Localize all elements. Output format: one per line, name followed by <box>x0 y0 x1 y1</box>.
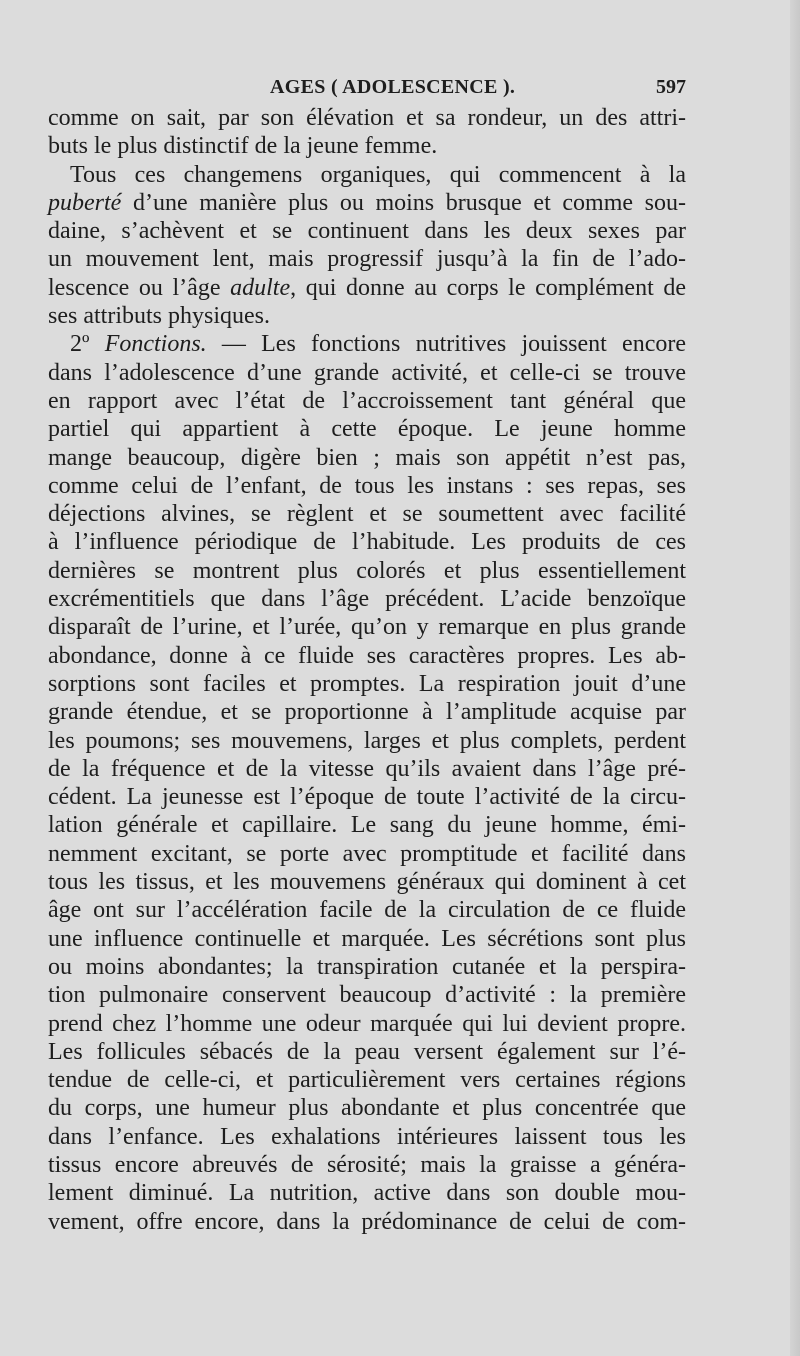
text-line <box>48 642 686 670</box>
text-run: déjections alvines, se règlent et se soumettent avec facilité <box>48 501 686 528</box>
text-run: excrémentitiels que dans l’âge précédent. L’acide benzoïque <box>48 586 686 613</box>
text-run: grande étendue, et se proportionne à l’amplitude acquise par <box>48 699 686 726</box>
text-line <box>48 1151 686 1179</box>
text-line <box>48 1010 686 1038</box>
text-run: , qui donne au corps le complément de <box>290 274 687 301</box>
text-run: en rapport avec l’état de l’accroissement tant général que <box>48 387 686 414</box>
text-run: nemment excitant, se porte avec promptitude et facilité dans <box>48 840 686 867</box>
text-run: dans l’enfance. Les exhalations intérieures laissent tous les <box>48 1123 686 1150</box>
text-run: ou moins abondantes; la transpiration cutanée et la perspira- <box>48 953 686 980</box>
text-line <box>48 1094 686 1122</box>
text-run: disparaît de l’urine, et l’urée, qu’on y remarque en plus grande <box>48 614 686 641</box>
text-run: abondance, donne à ce fluide ses caractères propres. Les ab- <box>48 642 686 669</box>
text-line <box>48 698 686 726</box>
text-line <box>48 1123 686 1151</box>
text-line <box>48 811 686 839</box>
text-run: à l’influence périodique de l’habitude. Les produits de ces <box>48 529 686 556</box>
text-run: tous les tissus, et les mouvemens généraux qui dominent à cet <box>48 869 686 896</box>
text-line <box>48 585 686 613</box>
italic-text: adulte <box>230 274 291 301</box>
running-head <box>48 72 686 102</box>
text-line <box>48 896 686 924</box>
text-run: dernières se montrent plus colorés et plus essentiellement <box>48 557 686 584</box>
text-run: prend chez l’homme une odeur marquée qui lui devient propre. <box>48 1010 686 1037</box>
text-line <box>48 104 686 132</box>
text-line <box>48 953 686 981</box>
text-run: tendue de celle-ci, et particulièrement vers certaines régions <box>48 1067 686 1094</box>
text-line <box>48 161 686 189</box>
text-line <box>48 245 686 273</box>
body-text <box>48 104 686 1236</box>
text-run: tissus encore abreuvés de sérosité; mais la graisse a généra- <box>48 1151 686 1178</box>
text-run: tion pulmonaire conservent beaucoup d’activité : la première <box>48 982 686 1009</box>
text-line <box>48 557 686 585</box>
text-run: une influence continuelle et marquée. Les sécrétions sont plus <box>48 925 686 952</box>
text-line <box>48 472 686 500</box>
page-number: 597 <box>656 76 686 98</box>
italic-text: puberté <box>48 189 122 216</box>
text-run: lescence ou l’âge <box>48 274 231 301</box>
text-run: les poumons; ses mouvemens, larges et plus complets, perdent <box>48 727 686 754</box>
text-line <box>48 1066 686 1094</box>
text-line <box>48 330 686 358</box>
text-run: cédent. La jeunesse est l’époque de toute l’activité de la circu- <box>48 784 686 811</box>
page-edge <box>790 0 800 1356</box>
text-run: comme celui de l’enfant, de tous les instans : ses repas, ses <box>48 472 686 499</box>
text-run: 2º <box>70 331 105 358</box>
text-line <box>48 755 686 783</box>
text-line <box>48 274 686 302</box>
text-run: daine, s’achèvent et se continuent dans les deux sexes par <box>48 218 686 245</box>
text-run: un mouvement lent, mais progressif jusqu’à la fin de l’ado- <box>48 246 686 273</box>
text-line <box>48 613 686 641</box>
text-line <box>48 727 686 755</box>
text-line <box>48 444 686 472</box>
text-run: partiel qui appartient à cette époque. Le jeune homme <box>48 416 686 443</box>
text-run: Les follicules sébacés de la peau versent également sur l’é- <box>48 1038 686 1065</box>
text-run: du corps, une humeur plus abondante et plus concentrée que <box>48 1095 686 1122</box>
italic-text: Fonctions. <box>104 331 207 358</box>
text-line <box>48 415 686 443</box>
text-run: Tous ces changemens organiques, qui commencent à la <box>70 161 686 188</box>
text-line <box>48 1038 686 1066</box>
text-line <box>48 670 686 698</box>
text-run: âge ont sur l’accélération facile de la circulation de ce fluide <box>48 897 686 924</box>
text-line <box>48 302 686 330</box>
text-line <box>48 1179 686 1207</box>
text-run: buts le plus distinctif de la jeune femme. <box>48 133 438 160</box>
text-run: sorptions sont faciles et promptes. La respiration jouit d’une <box>48 670 686 697</box>
text-run: vement, offre encore, dans la prédominance de celui de com- <box>48 1208 686 1235</box>
text-run: ses attributs physiques. <box>48 303 270 330</box>
text-run: mange beaucoup, digère bien ; mais son appétit n’est pas, <box>48 444 686 471</box>
text-run: — Les fonctions nutritives jouissent encore <box>206 331 686 358</box>
text-line <box>48 925 686 953</box>
text-line <box>48 189 686 217</box>
text-run: comme on sait, par son élévation et sa rondeur, un des attri- <box>48 105 686 131</box>
text-line <box>48 783 686 811</box>
text-run: lation générale et capillaire. Le sang du jeune homme, émi- <box>48 812 686 839</box>
text-line <box>48 840 686 868</box>
text-line <box>48 132 686 160</box>
running-head-title: AGES ( ADOLESCENCE ). <box>270 76 516 98</box>
text-line <box>48 217 686 245</box>
text-line <box>48 359 686 387</box>
text-line <box>48 528 686 556</box>
text-line <box>48 500 686 528</box>
text-line <box>48 1208 686 1236</box>
text-line <box>48 981 686 1009</box>
text-run: d’une manière plus ou moins brusque et comme sou- <box>121 189 686 216</box>
text-line <box>48 868 686 896</box>
text-run: de la fréquence et de la vitesse qu’ils avaient dans l’âge pré- <box>48 755 686 782</box>
text-run: dans l’adolescence d’une grande activité, et celle-ci se trouve <box>48 359 686 386</box>
text-line <box>48 387 686 415</box>
text-run: lement diminué. La nutrition, active dans son double mou- <box>48 1180 686 1207</box>
